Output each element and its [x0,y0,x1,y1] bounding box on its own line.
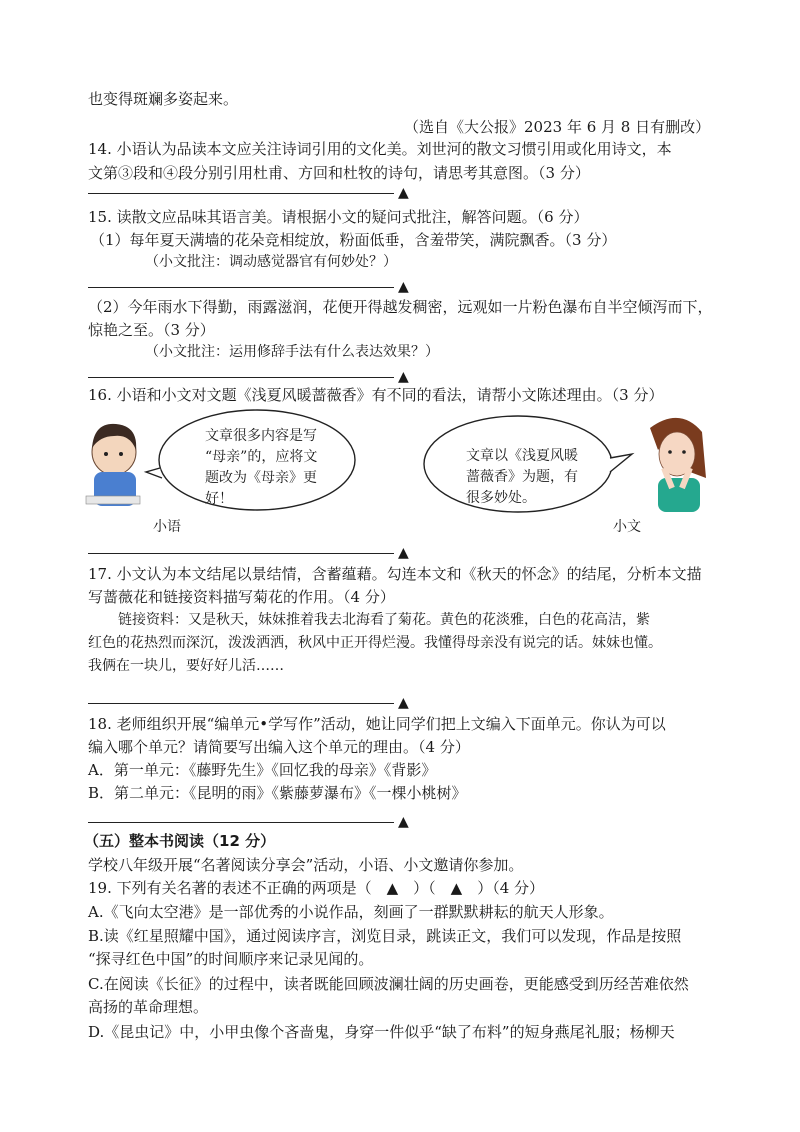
section-heading: （五）整本书阅读（12 分） [84,832,276,850]
answer-line[interactable] [88,377,394,378]
source-line: （选自《大公报》2023 年 6 月 8 日有删改） [404,118,711,136]
option-a: A．第一单元：《藤野先生》《回忆我的母亲》《背影》 [88,761,437,779]
annotation-15-2: （小文批注：运用修辞手法有什么表达效果？） [145,344,439,360]
link-material: 我俩在一块儿，要好好儿活…… [88,658,284,674]
question-15-2-cont: 惊艳之至。（3 分） [88,321,215,339]
question-15-1: （1）每年夏天满墙的花朵竞相绽放，粉面低垂，含羞带笑，满院飘香。（3 分） [90,231,617,249]
answer-mark: ▲ [398,814,409,830]
answer-line[interactable] [88,287,394,288]
question-19: 19. 下列有关名著的表述不正确的两项是（ ▲ ）（ ▲ ）（4 分） [88,879,545,897]
answer-line[interactable] [88,822,394,823]
link-material: 红色的花热烈而深沉，泼泼洒洒，秋风中正开得烂漫。我懂得母亲没有说完的话。妹妹也懂。 [88,635,662,651]
option-c: C.在阅读《长征》的过程中，读者既能回顾波澜壮阔的历史画卷，更能感受到历经苦难依然 [88,975,689,993]
bubble-line: 题改为《母亲》更 [205,470,317,486]
option-b: B.读《红星照耀中国》，通过阅读序言，浏览目录，跳读正文，我们可以发现，作品是按照 [88,927,682,945]
answer-mark: ▲ [398,185,409,201]
question-17-cont: 写蔷薇花和链接资料描写菊花的作用。（4 分） [88,588,395,606]
bubble-line: 蔷薇香》为题，有 [466,469,578,485]
option-b-cont: “探寻红色中国”的时间顺序来记录见闻的。 [88,950,374,968]
annotation-15-1: （小文批注：调动感觉器官有何妙处？） [145,254,397,270]
question-18: 18. 老师组织开展“编单元•学写作”活动，她让同学们把上文编入下面单元。你认为可以 [88,715,666,733]
answer-line[interactable] [88,553,394,554]
question-14-cont: 文第③段和④段分别引用杜甫、方回和杜牧的诗句，请思考其意图。（3 分） [88,164,590,182]
bubble-line: 文章以《浅夏风暖 [466,448,578,464]
caption-xiaoyu: 小语 [153,519,181,535]
option-a: A.《飞向太空港》是一部优秀的小说作品，刻画了一群默默耕耘的航天人形象。 [88,903,614,921]
link-material: 链接资料：又是秋天，妹妹推着我去北海看了菊花。黄色的花淡雅，白色的花高洁，紫 [118,612,650,628]
boy-figure [86,424,140,506]
option-d: D.《昆虫记》中，小甲虫像个吝啬鬼，身穿一件似乎“缺了布料”的短身燕尾礼服；杨柳天 [88,1023,675,1041]
question-14: 14. 小语认为品读本文应关注诗词引用的文化美。刘世河的散文习惯引用或化用诗文，本 [88,140,672,158]
question-16: 16. 小语和小文对文题《浅夏风暖蔷薇香》有不同的看法，请帮小文陈述理由。（3 分） [88,386,664,404]
answer-line[interactable] [88,193,394,194]
answer-mark: ▲ [398,545,409,561]
option-c-cont: 高扬的革命理想。 [88,998,209,1016]
section-intro: 学校八年级开展“名著阅读分享会”活动，小语、小文邀请你参加。 [88,856,524,874]
bubble-line: 文章很多内容是写 [205,428,317,444]
bubble-line: “母亲”的，应将文 [205,449,318,465]
bubble-line: 好！ [205,491,233,507]
question-17: 17. 小文认为本文结尾以景结情，含蓄蕴藉。勾连本文和《秋天的怀念》的结尾，分析本文描 [88,565,702,583]
bubble-line: 很多妙处。 [466,490,536,506]
answer-mark: ▲ [398,695,409,711]
caption-xiaowen: 小文 [613,519,641,535]
answer-mark: ▲ [398,369,409,385]
answer-line[interactable] [88,703,394,704]
girl-figure [650,418,706,512]
text-line: 也变得斑斓多姿起来。 [88,90,239,108]
question-15: 15. 读散文应品味其语言美。请根据小文的疑问式批注，解答问题。（6 分） [88,208,589,226]
question-18-cont: 编入哪个单元？请简要写出编入这个单元的理由。（4 分） [88,738,470,756]
answer-mark: ▲ [398,279,409,295]
question-15-2: （2）今年雨水下得勤，雨露滋润，花便开得越发稠密，远观如一片粉色瀑布自半空倾泻而下， [88,298,713,316]
option-b: B．第二单元：《昆明的雨》《紫藤萝瀑布》《一棵小桃树》 [88,784,467,802]
